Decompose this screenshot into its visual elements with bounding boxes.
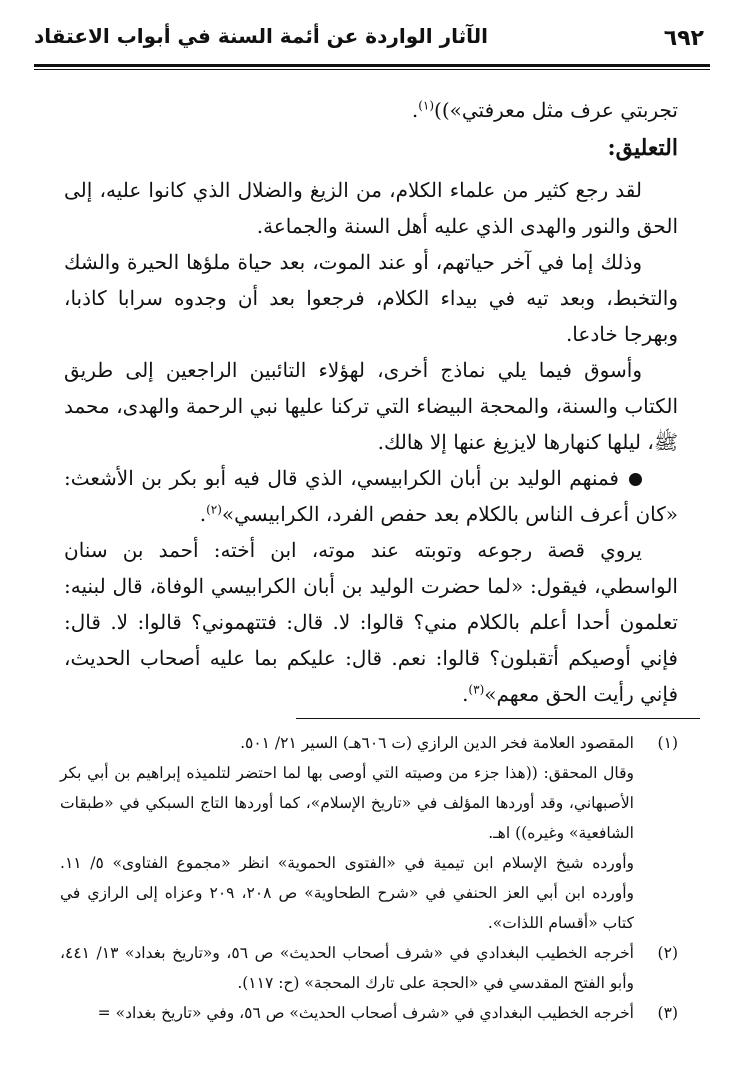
footnote-separator bbox=[296, 718, 700, 719]
page-header bbox=[34, 22, 710, 60]
header-rule-thick bbox=[34, 64, 710, 67]
continuation-line: تجربتي عرف مثل معرفتي»))$^{(١)}$. bbox=[411, 98, 678, 122]
footnote-text: وأورده شيخ الإسلام ابن تيمية في «الفتوى الحموية» انظر «مجموع الفتاوى» ٥/ ١١. وأورده ابن أبي العز الحنفي في «شرح الطحاوية» ص ٢٠٨، ٢٠٩ وعزاه إلى الرازي في كتاب «أقسام اللذات». bbox=[60, 854, 635, 932]
page-number: ٦٩٢ bbox=[663, 26, 704, 51]
footnote-text: أخرجه الخطيب البغدادي في «شرف أصحاب الحديث» ص ٥٦، و«تاريخ بغداد» ١٣/ ٤٤١، وأبو الفتح المقدسي في «الحجة على تارك المحجة» (ح: ١١٧). bbox=[60, 944, 634, 992]
footnote-number: (١) bbox=[657, 734, 678, 752]
footnote-number: (٢) bbox=[657, 944, 678, 962]
bullet-icon bbox=[629, 473, 642, 486]
running-title: الآثار الواردة عن أئمة السنة في أبواب الاعتقاد bbox=[34, 24, 488, 48]
footnote-1 bbox=[60, 728, 678, 938]
paragraph-2: وذلك إما في آخر حياتهم، أو عند الموت، بعد حياة ملؤها الحيرة والشك والتخبط، وبعد تيه في بيداء الكلام، فرجعوا بعد أن وجدوه سرابا كاذبا، وبهرجا خادعا. bbox=[64, 250, 678, 346]
footnote-3 bbox=[60, 998, 678, 1028]
paragraph-5: يروي قصة رجوعه وتوبته عند موته، ابن أخته: أحمد بن سنان الواسطي، فيقول: «لما حضرت الوليد بن أبان الكرابيسي الوفاة، قال لبنيه: تعلمون أحدا أعلم بالكلام مني؟ قالوا: لا. قال: فتتهموني؟ قالوا: لا. قال: فإني أوصيكم أتقبلون؟ قالوا: نعم. قال: عليكم بما عليه أصحاب الحديث، فإني رأيت الحق معهم»$^{(٣)}$. bbox=[64, 538, 678, 706]
footnote-ref-1: (١) bbox=[418, 98, 435, 113]
footnote-number: (٣) bbox=[657, 1004, 678, 1022]
paragraph-1: لقد رجع كثير من علماء الكلام، من الزيغ والضلال الذي كانوا عليه، إلى الحق والنور والهدى الذي عليه أهل السنة والجماعة. bbox=[64, 178, 678, 238]
footnotes bbox=[60, 728, 678, 1028]
main-text bbox=[64, 92, 678, 712]
footnote-text: وقال المحقق: ((هذا جزء من وصيته التي أوصى بها لما احتضر لتلميذه إبراهيم بن أبي بكر الأصبهاني، وقد أوردها المؤلف في «تاريخ الإسلام»، كما أوردها التاج السبكي في «طبقات الشافعية» وغيره)) اهـ. bbox=[60, 764, 634, 842]
footnote-text: أخرجه الخطيب البغدادي في «شرف أصحاب الحديث» ص ٥٦، وفي «تاريخ بغداد» = bbox=[97, 1004, 634, 1022]
header-rule-thin bbox=[34, 69, 710, 70]
section-heading: التعليق: bbox=[607, 135, 678, 161]
footnote-ref-3: (٣) bbox=[468, 682, 485, 697]
footnote-2 bbox=[60, 938, 678, 998]
paragraph-3: وأسوق فيما يلي نماذج أخرى، لهؤلاء التائبين الراجعين إلى طريق الكتاب والسنة، والمحجة البيضاء التي تركنا عليها نبي الرحمة والهدى، محمد ﷺ، ليلها كنهارها لايزيغ عنها إلا هالك. bbox=[64, 358, 678, 454]
paragraph-4: فمنهم الوليد بن أبان الكرابيسي، الذي قال فيه أبو بكر بن الأشعث: «كان أعرف الناس بالكلام بعد حفص الفرد، الكرابيسي»$^{(٢)}$. bbox=[64, 466, 678, 526]
footnote-ref-2: (٢) bbox=[206, 502, 222, 517]
footnote-text: المقصود العلامة فخر الدين الرازي (ت ٦٠٦هـ) السير ٢١/ ٥٠١. bbox=[240, 734, 634, 752]
